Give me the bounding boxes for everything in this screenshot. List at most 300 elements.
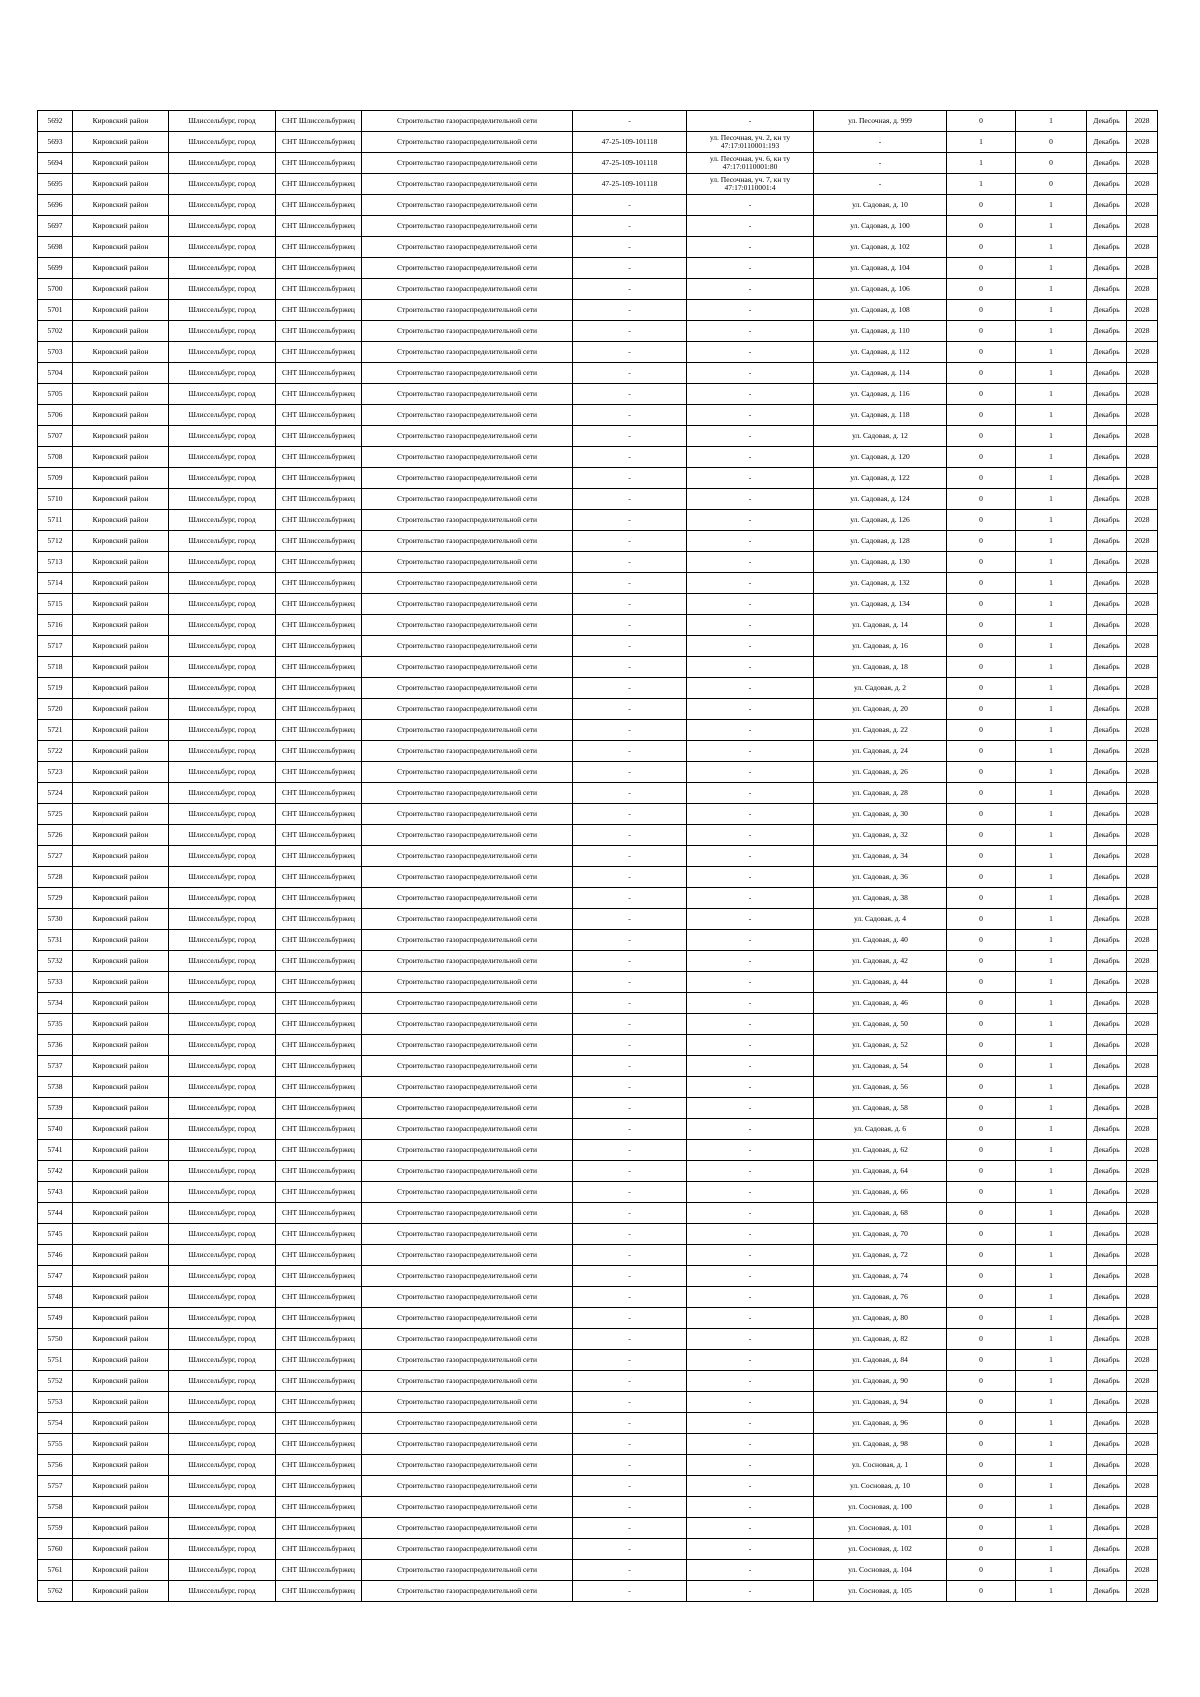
cell-address: - <box>814 132 947 153</box>
cell-row-number: 5700 <box>38 279 73 300</box>
cell-plot-address: - <box>687 342 814 363</box>
cell-object-name: СНТ Шлиссельбуржец <box>276 1266 362 1287</box>
cell-value-a: 0 <box>947 1476 1016 1497</box>
cell-month: Декабрь <box>1087 1560 1127 1581</box>
cell-value-b: 0 <box>1016 174 1087 195</box>
cell-settlement: Шлиссельбург, город <box>169 1035 276 1056</box>
table-body <box>38 111 1158 1602</box>
table-row <box>38 804 1158 825</box>
cell-address: ул. Садовая, д. 102 <box>814 237 947 258</box>
cell-district: Кировский район <box>73 153 169 174</box>
cell-district: Кировский район <box>73 1182 169 1203</box>
cell-object-name: СНТ Шлиссельбуржец <box>276 1056 362 1077</box>
cell-row-number: 5711 <box>38 510 73 531</box>
table-row <box>38 1497 1158 1518</box>
cell-district: Кировский район <box>73 300 169 321</box>
cell-settlement: Шлиссельбург, город <box>169 1539 276 1560</box>
cell-row-number: 5731 <box>38 930 73 951</box>
cell-month: Декабрь <box>1087 1182 1127 1203</box>
table-row <box>38 867 1158 888</box>
cell-value-b: 1 <box>1016 573 1087 594</box>
cell-district: Кировский район <box>73 1539 169 1560</box>
cell-month: Декабрь <box>1087 573 1127 594</box>
cell-plot-address: - <box>687 1119 814 1140</box>
cell-year: 2028 <box>1127 216 1158 237</box>
cell-work-type: Строительство газораспределительной сети <box>362 1077 573 1098</box>
cell-row-number: 5710 <box>38 489 73 510</box>
cell-object-name: СНТ Шлиссельбуржец <box>276 363 362 384</box>
table-row <box>38 762 1158 783</box>
table-row <box>38 468 1158 489</box>
table-row <box>38 1056 1158 1077</box>
cell-object-name: СНТ Шлиссельбуржец <box>276 1014 362 1035</box>
cell-object-name: СНТ Шлиссельбуржец <box>276 279 362 300</box>
cell-year: 2028 <box>1127 405 1158 426</box>
cell-settlement: Шлиссельбург, город <box>169 1392 276 1413</box>
cell-row-number: 5715 <box>38 594 73 615</box>
cell-district: Кировский район <box>73 510 169 531</box>
cell-tu-number: - <box>573 237 687 258</box>
cell-district: Кировский район <box>73 216 169 237</box>
cell-month: Декабрь <box>1087 1161 1127 1182</box>
cell-work-type: Строительство газораспределительной сети <box>362 1245 573 1266</box>
cell-month: Декабрь <box>1087 552 1127 573</box>
cell-row-number: 5743 <box>38 1182 73 1203</box>
cell-district: Кировский район <box>73 1245 169 1266</box>
cell-value-a: 1 <box>947 132 1016 153</box>
cell-settlement: Шлиссельбург, город <box>169 489 276 510</box>
cell-plot-address: - <box>687 321 814 342</box>
cell-tu-number: - <box>573 1182 687 1203</box>
table-row <box>38 384 1158 405</box>
cell-settlement: Шлиссельбург, город <box>169 510 276 531</box>
cell-work-type: Строительство газораспределительной сети <box>362 1497 573 1518</box>
cell-settlement: Шлиссельбург, город <box>169 237 276 258</box>
cell-settlement: Шлиссельбург, город <box>169 1119 276 1140</box>
cell-value-a: 1 <box>947 153 1016 174</box>
cell-plot-address: ул. Песочная, уч. 2, кн ту 47:17:0110001:193 <box>687 132 814 153</box>
cell-row-number: 5702 <box>38 321 73 342</box>
cell-settlement: Шлиссельбург, город <box>169 1098 276 1119</box>
cell-work-type: Строительство газораспределительной сети <box>362 195 573 216</box>
cell-tu-number: - <box>573 1035 687 1056</box>
cell-object-name: СНТ Шлиссельбуржец <box>276 1098 362 1119</box>
cell-plot-address: - <box>687 1497 814 1518</box>
cell-value-a: 0 <box>947 1539 1016 1560</box>
cell-address: ул. Садовая, д. 120 <box>814 447 947 468</box>
cell-settlement: Шлиссельбург, город <box>169 1350 276 1371</box>
table-row <box>38 1014 1158 1035</box>
cell-year: 2028 <box>1127 1539 1158 1560</box>
cell-value-b: 1 <box>1016 1224 1087 1245</box>
cell-settlement: Шлиссельбург, город <box>169 951 276 972</box>
cell-object-name: СНТ Шлиссельбуржец <box>276 468 362 489</box>
cell-plot-address: - <box>687 1329 814 1350</box>
cell-year: 2028 <box>1127 363 1158 384</box>
table-row <box>38 909 1158 930</box>
cell-year: 2028 <box>1127 237 1158 258</box>
cell-plot-address: - <box>687 615 814 636</box>
cell-month: Декабрь <box>1087 804 1127 825</box>
cell-tu-number: - <box>573 363 687 384</box>
cell-district: Кировский район <box>73 1560 169 1581</box>
table-row <box>38 888 1158 909</box>
cell-tu-number: - <box>573 321 687 342</box>
cell-month: Декабрь <box>1087 1413 1127 1434</box>
cell-settlement: Шлиссельбург, город <box>169 762 276 783</box>
cell-month: Декабрь <box>1087 1266 1127 1287</box>
cell-settlement: Шлиссельбург, город <box>169 1308 276 1329</box>
cell-object-name: СНТ Шлиссельбуржец <box>276 615 362 636</box>
cell-settlement: Шлиссельбург, город <box>169 1161 276 1182</box>
cell-row-number: 5704 <box>38 363 73 384</box>
cell-year: 2028 <box>1127 972 1158 993</box>
table-row <box>38 1266 1158 1287</box>
cell-plot-address: - <box>687 846 814 867</box>
cell-row-number: 5713 <box>38 552 73 573</box>
cell-row-number: 5742 <box>38 1161 73 1182</box>
cell-year: 2028 <box>1127 1119 1158 1140</box>
cell-object-name: СНТ Шлиссельбуржец <box>276 1350 362 1371</box>
cell-address: ул. Садовая, д. 108 <box>814 300 947 321</box>
cell-year: 2028 <box>1127 1476 1158 1497</box>
cell-value-b: 1 <box>1016 657 1087 678</box>
cell-row-number: 5693 <box>38 132 73 153</box>
cell-value-a: 0 <box>947 678 1016 699</box>
cell-row-number: 5754 <box>38 1413 73 1434</box>
cell-address: ул. Садовая, д. 30 <box>814 804 947 825</box>
cell-row-number: 5699 <box>38 258 73 279</box>
table-row <box>38 1371 1158 1392</box>
cell-value-a: 0 <box>947 237 1016 258</box>
cell-plot-address: - <box>687 867 814 888</box>
cell-value-a: 0 <box>947 363 1016 384</box>
cell-address: ул. Садовая, д. 20 <box>814 699 947 720</box>
cell-plot-address: - <box>687 1581 814 1602</box>
cell-row-number: 5733 <box>38 972 73 993</box>
cell-month: Декабрь <box>1087 888 1127 909</box>
cell-plot-address: - <box>687 594 814 615</box>
cell-value-b: 1 <box>1016 195 1087 216</box>
table-row <box>38 720 1158 741</box>
cell-value-a: 0 <box>947 1119 1016 1140</box>
cell-year: 2028 <box>1127 1245 1158 1266</box>
table-row <box>38 363 1158 384</box>
cell-value-a: 0 <box>947 195 1016 216</box>
cell-month: Декабрь <box>1087 279 1127 300</box>
cell-address: ул. Сосновая, д. 101 <box>814 1518 947 1539</box>
cell-month: Декабрь <box>1087 1329 1127 1350</box>
cell-settlement: Шлиссельбург, город <box>169 1371 276 1392</box>
cell-plot-address: - <box>687 1098 814 1119</box>
table-row <box>38 594 1158 615</box>
cell-year: 2028 <box>1127 1371 1158 1392</box>
cell-value-b: 1 <box>1016 972 1087 993</box>
cell-district: Кировский район <box>73 342 169 363</box>
cell-month: Декабрь <box>1087 1518 1127 1539</box>
cell-plot-address: - <box>687 300 814 321</box>
cell-settlement: Шлиссельбург, город <box>169 1455 276 1476</box>
cell-value-b: 1 <box>1016 699 1087 720</box>
cell-month: Декабрь <box>1087 1224 1127 1245</box>
table-row <box>38 300 1158 321</box>
cell-value-b: 1 <box>1016 762 1087 783</box>
cell-address: ул. Садовая, д. 22 <box>814 720 947 741</box>
cell-work-type: Строительство газораспределительной сети <box>362 552 573 573</box>
cell-plot-address: - <box>687 531 814 552</box>
cell-plot-address: - <box>687 1455 814 1476</box>
cell-value-a: 0 <box>947 1077 1016 1098</box>
cell-address: ул. Садовая, д. 116 <box>814 384 947 405</box>
cell-address: ул. Садовая, д. 62 <box>814 1140 947 1161</box>
cell-year: 2028 <box>1127 279 1158 300</box>
cell-value-b: 1 <box>1016 1287 1087 1308</box>
cell-value-b: 1 <box>1016 1245 1087 1266</box>
cell-plot-address: - <box>687 678 814 699</box>
cell-district: Кировский район <box>73 384 169 405</box>
cell-plot-address: - <box>687 426 814 447</box>
cell-work-type: Строительство газораспределительной сети <box>362 720 573 741</box>
cell-tu-number: - <box>573 720 687 741</box>
cell-year: 2028 <box>1127 1203 1158 1224</box>
cell-address: ул. Садовая, д. 80 <box>814 1308 947 1329</box>
cell-object-name: СНТ Шлиссельбуржец <box>276 867 362 888</box>
cell-object-name: СНТ Шлиссельбуржец <box>276 1035 362 1056</box>
cell-address: ул. Садовая, д. 18 <box>814 657 947 678</box>
cell-settlement: Шлиссельбург, город <box>169 1497 276 1518</box>
cell-address: ул. Садовая, д. 114 <box>814 363 947 384</box>
cell-district: Кировский район <box>73 678 169 699</box>
cell-work-type: Строительство газораспределительной сети <box>362 804 573 825</box>
cell-work-type: Строительство газораспределительной сети <box>362 1539 573 1560</box>
cell-year: 2028 <box>1127 1266 1158 1287</box>
cell-plot-address: - <box>687 1035 814 1056</box>
cell-value-a: 0 <box>947 342 1016 363</box>
cell-plot-address: - <box>687 1350 814 1371</box>
cell-object-name: СНТ Шлиссельбуржец <box>276 846 362 867</box>
cell-plot-address: - <box>687 636 814 657</box>
cell-year: 2028 <box>1127 741 1158 762</box>
cell-tu-number: - <box>573 468 687 489</box>
cell-row-number: 5692 <box>38 111 73 132</box>
cell-district: Кировский район <box>73 1014 169 1035</box>
cell-address: ул. Садовая, д. 74 <box>814 1266 947 1287</box>
cell-district: Кировский район <box>73 1455 169 1476</box>
cell-month: Декабрь <box>1087 1140 1127 1161</box>
cell-month: Декабрь <box>1087 720 1127 741</box>
cell-month: Декабрь <box>1087 468 1127 489</box>
cell-settlement: Шлиссельбург, город <box>169 132 276 153</box>
cell-object-name: СНТ Шлиссельбуржец <box>276 111 362 132</box>
cell-tu-number: - <box>573 216 687 237</box>
cell-district: Кировский район <box>73 972 169 993</box>
cell-address: ул. Садовая, д. 98 <box>814 1434 947 1455</box>
cell-tu-number: - <box>573 972 687 993</box>
table-row <box>38 1350 1158 1371</box>
cell-settlement: Шлиссельбург, город <box>169 300 276 321</box>
cell-row-number: 5753 <box>38 1392 73 1413</box>
cell-month: Декабрь <box>1087 426 1127 447</box>
cell-row-number: 5723 <box>38 762 73 783</box>
cell-value-b: 1 <box>1016 867 1087 888</box>
cell-plot-address: - <box>687 111 814 132</box>
cell-year: 2028 <box>1127 447 1158 468</box>
cell-year: 2028 <box>1127 1224 1158 1245</box>
cell-settlement: Шлиссельбург, город <box>169 1560 276 1581</box>
cell-address: ул. Садовая, д. 42 <box>814 951 947 972</box>
cell-object-name: СНТ Шлиссельбуржец <box>276 552 362 573</box>
cell-tu-number: - <box>573 384 687 405</box>
cell-object-name: СНТ Шлиссельбуржец <box>276 1539 362 1560</box>
table-row <box>38 1287 1158 1308</box>
cell-plot-address: - <box>687 1539 814 1560</box>
cell-row-number: 5701 <box>38 300 73 321</box>
cell-month: Декабрь <box>1087 237 1127 258</box>
cell-month: Декабрь <box>1087 1308 1127 1329</box>
cell-address: ул. Садовая, д. 26 <box>814 762 947 783</box>
cell-value-b: 1 <box>1016 1203 1087 1224</box>
cell-row-number: 5698 <box>38 237 73 258</box>
cell-plot-address: - <box>687 993 814 1014</box>
cell-year: 2028 <box>1127 1098 1158 1119</box>
cell-district: Кировский район <box>73 846 169 867</box>
cell-tu-number: - <box>573 636 687 657</box>
table-row <box>38 1476 1158 1497</box>
cell-address: ул. Садовая, д. 110 <box>814 321 947 342</box>
cell-month: Декабрь <box>1087 1434 1127 1455</box>
cell-tu-number: - <box>573 447 687 468</box>
cell-address: ул. Садовая, д. 112 <box>814 342 947 363</box>
table-row <box>38 1392 1158 1413</box>
cell-address: ул. Садовая, д. 64 <box>814 1161 947 1182</box>
cell-value-a: 0 <box>947 531 1016 552</box>
cell-object-name: СНТ Шлиссельбуржец <box>276 531 362 552</box>
cell-plot-address: - <box>687 468 814 489</box>
cell-year: 2028 <box>1127 1287 1158 1308</box>
cell-work-type: Строительство газораспределительной сети <box>362 972 573 993</box>
cell-plot-address: - <box>687 1518 814 1539</box>
cell-month: Декабрь <box>1087 1098 1127 1119</box>
table-row <box>38 846 1158 867</box>
cell-work-type: Строительство газораспределительной сети <box>362 699 573 720</box>
cell-row-number: 5751 <box>38 1350 73 1371</box>
cell-plot-address: - <box>687 258 814 279</box>
cell-settlement: Шлиссельбург, город <box>169 1245 276 1266</box>
cell-value-b: 1 <box>1016 888 1087 909</box>
cell-address: ул. Садовая, д. 96 <box>814 1413 947 1434</box>
cell-district: Кировский район <box>73 1266 169 1287</box>
cell-row-number: 5728 <box>38 867 73 888</box>
table-row <box>38 1560 1158 1581</box>
cell-work-type: Строительство газораспределительной сети <box>362 615 573 636</box>
cell-value-a: 0 <box>947 1434 1016 1455</box>
cell-work-type: Строительство газораспределительной сети <box>362 258 573 279</box>
cell-address: ул. Садовая, д. 66 <box>814 1182 947 1203</box>
cell-settlement: Шлиссельбург, город <box>169 258 276 279</box>
cell-value-a: 0 <box>947 1560 1016 1581</box>
cell-address: ул. Садовая, д. 128 <box>814 531 947 552</box>
cell-address: ул. Садовая, д. 54 <box>814 1056 947 1077</box>
cell-year: 2028 <box>1127 657 1158 678</box>
cell-value-b: 1 <box>1016 447 1087 468</box>
cell-value-b: 1 <box>1016 1413 1087 1434</box>
cell-year: 2028 <box>1127 930 1158 951</box>
cell-district: Кировский район <box>73 594 169 615</box>
cell-address: ул. Садовая, д. 76 <box>814 1287 947 1308</box>
cell-value-b: 1 <box>1016 489 1087 510</box>
cell-district: Кировский район <box>73 1476 169 1497</box>
cell-row-number: 5748 <box>38 1287 73 1308</box>
cell-month: Декабрь <box>1087 363 1127 384</box>
cell-address: ул. Садовая, д. 100 <box>814 216 947 237</box>
cell-value-b: 1 <box>1016 1182 1087 1203</box>
cell-year: 2028 <box>1127 1560 1158 1581</box>
cell-settlement: Шлиссельбург, город <box>169 1287 276 1308</box>
cell-settlement: Шлиссельбург, город <box>169 426 276 447</box>
cell-address: ул. Садовая, д. 70 <box>814 1224 947 1245</box>
cell-value-a: 0 <box>947 111 1016 132</box>
cell-tu-number: - <box>573 1329 687 1350</box>
cell-year: 2028 <box>1127 1413 1158 1434</box>
cell-settlement: Шлиссельбург, город <box>169 1203 276 1224</box>
cell-object-name: СНТ Шлиссельбуржец <box>276 1434 362 1455</box>
cell-settlement: Шлиссельбург, город <box>169 699 276 720</box>
cell-tu-number: 47-25-109-101118 <box>573 174 687 195</box>
cell-tu-number: - <box>573 867 687 888</box>
cell-year: 2028 <box>1127 1455 1158 1476</box>
cell-plot-address: - <box>687 720 814 741</box>
cell-row-number: 5726 <box>38 825 73 846</box>
cell-tu-number: - <box>573 342 687 363</box>
cell-year: 2028 <box>1127 825 1158 846</box>
cell-row-number: 5759 <box>38 1518 73 1539</box>
cell-plot-address: - <box>687 1224 814 1245</box>
cell-work-type: Строительство газораспределительной сети <box>362 300 573 321</box>
cell-plot-address: - <box>687 384 814 405</box>
cell-tu-number: - <box>573 405 687 426</box>
cell-district: Кировский район <box>73 132 169 153</box>
cell-work-type: Строительство газораспределительной сети <box>362 1392 573 1413</box>
cell-month: Декабрь <box>1087 762 1127 783</box>
cell-work-type: Строительство газораспределительной сети <box>362 384 573 405</box>
cell-tu-number: - <box>573 741 687 762</box>
cell-work-type: Строительство газораспределительной сети <box>362 1014 573 1035</box>
cell-district: Кировский район <box>73 993 169 1014</box>
cell-district: Кировский район <box>73 699 169 720</box>
cell-tu-number: - <box>573 699 687 720</box>
cell-plot-address: - <box>687 237 814 258</box>
cell-settlement: Шлиссельбург, город <box>169 405 276 426</box>
cell-plot-address: - <box>687 1245 814 1266</box>
cell-settlement: Шлиссельбург, город <box>169 279 276 300</box>
cell-tu-number: - <box>573 552 687 573</box>
cell-year: 2028 <box>1127 1035 1158 1056</box>
cell-district: Кировский район <box>73 636 169 657</box>
cell-object-name: СНТ Шлиссельбуржец <box>276 216 362 237</box>
table-row <box>38 699 1158 720</box>
cell-value-a: 0 <box>947 867 1016 888</box>
cell-work-type: Строительство газораспределительной сети <box>362 1140 573 1161</box>
table-row <box>38 1308 1158 1329</box>
table-row <box>38 573 1158 594</box>
cell-value-b: 1 <box>1016 216 1087 237</box>
cell-tu-number: - <box>573 1518 687 1539</box>
cell-year: 2028 <box>1127 951 1158 972</box>
cell-value-a: 0 <box>947 510 1016 531</box>
cell-year: 2028 <box>1127 1182 1158 1203</box>
cell-year: 2028 <box>1127 1056 1158 1077</box>
cell-object-name: СНТ Шлиссельбуржец <box>276 1581 362 1602</box>
